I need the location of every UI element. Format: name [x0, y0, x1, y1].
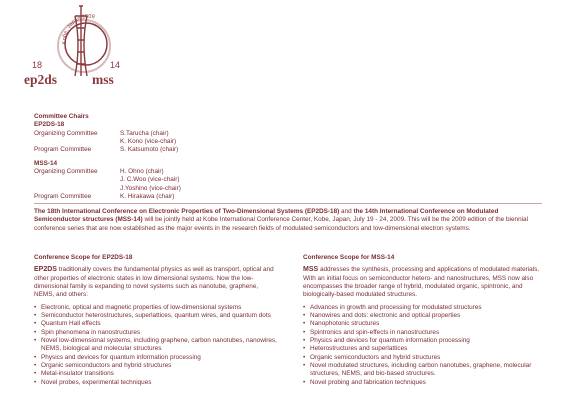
list-item: • Spin phenomena in nanostructures: [41, 329, 280, 337]
logo-right-number: 14: [110, 60, 121, 70]
chair-row-value: J. C.Woo (vice-chair): [120, 176, 180, 184]
list-item: • Electronic, optical and magnetic properties of low-dimensional systems: [41, 304, 280, 312]
logo-word-left: ep2ds: [24, 72, 58, 87]
mss-chair-row: [34, 193, 181, 201]
intro-paragraph: [34, 208, 542, 233]
chair-row-value: J.Yoshino (vice-chair): [120, 184, 181, 192]
list-item: • Spintronics and spin-effects in nanostructures: [310, 329, 549, 337]
list-item: • Semiconductor heterostructures, superlattices, quantum wires, and quantum dots: [41, 312, 280, 320]
logo-word-right: mss: [92, 72, 114, 87]
list-item: • Organic semiconductors and hybrid structures: [310, 354, 549, 362]
ep2ds-lead-text: traditionally covers the fundamental physics as well as transport, optical and other properties of electronic states in low dimensional systems. Now the low-dimensional family is expanding to novel systems such as nanotube, graphene, NEMS, and others:: [34, 266, 274, 299]
chair-row-label: Organizing Committee: [34, 167, 98, 175]
list-item: • Quantum Hall effects: [41, 320, 280, 328]
logo-arc-text: Kobe, Japan 2009: [61, 13, 96, 45]
ep2ds-chair-row: [34, 130, 181, 138]
chair-row-value: S.Tarucha (chair): [120, 129, 169, 137]
mss-lead-bold: MSS: [303, 266, 319, 274]
list-item: • Nanophotonic structures: [310, 320, 549, 328]
ep2ds-scope: [34, 254, 280, 387]
mss-chair-row: [34, 176, 181, 184]
logo-left-number: 18: [32, 60, 43, 70]
mss-scope-heading: Conference Scope for MSS-14: [303, 254, 395, 261]
list-item: • Novel modulated structures, including carbon nanotubes, graphene, molecular structures, NEMS, and bio-based structures.: [310, 362, 549, 379]
intro-mss-name: the 14th International Conference on Modulated Semiconductor structures (MSS-14): [34, 208, 499, 224]
ep2ds-scope-heading: Conference Scope for EP2DS-18: [34, 254, 133, 261]
mss-lead-text: addresses the synthesis, processing and applications of modulated materials. With an initial focus on semiconductor hetero- and nanostructures, MSS now also encompasses the broader range of hybrid, modulated organic, spintronic, and biologically-based modulated structures.: [303, 266, 540, 299]
ep2ds-chair-row: [34, 146, 181, 154]
committee-chairs-heading: Committee Chairs: [34, 113, 89, 120]
chair-row-label: Program Committee: [34, 146, 92, 154]
intro-body: will be jointly held at Kobe International Conference Center, Kobe, Japan, July 19 - 24, 2009. This will be the 2009 edition of the biennial conference series that are now established as the major events in the research fields of modulated semiconductors and low-dimensional electron systems.: [34, 216, 529, 232]
ep2ds-scope-list: [34, 304, 280, 387]
intro-ep2ds-name: The 18th International Conference on Electronic Properties of Two-Dimensional Systems (EP2DS-18): [34, 208, 340, 215]
list-item: • Physics and devices for quantum information processing: [310, 337, 549, 345]
list-item: • Physics and devices for quantum information processing: [41, 354, 280, 362]
list-item: • Novel probes, experimental techniques: [41, 379, 280, 387]
mss-chair-row: [34, 168, 181, 176]
ep2ds-chair-row: [34, 138, 181, 146]
section-divider: [34, 203, 542, 204]
chair-row-value: K. Hirakawa (chair): [120, 192, 175, 200]
conference-logo: [20, 4, 136, 88]
ep2ds-chairs-title: EP2DS-18: [34, 121, 65, 129]
mss-scope-list: [303, 304, 549, 387]
mss-chair-row: [34, 185, 181, 193]
ep2ds-scope-lead: [34, 265, 280, 299]
list-item: • Nanowires and dots: electronic and optical properties: [310, 312, 549, 320]
mss-chairs-title: MSS-14: [34, 159, 58, 167]
intro-joiner: and: [339, 208, 354, 215]
ep2ds-lead-bold: EP2DS: [34, 266, 57, 274]
chair-row-label: Program Committee: [34, 192, 92, 200]
list-item: • Advances in growth and processing for modulated structures: [310, 304, 549, 312]
committee-chairs: [34, 113, 181, 201]
list-item: • Novel probing and fabrication techniques: [310, 379, 549, 387]
mss-scope: [303, 254, 549, 387]
list-item: • Novel low-dimensional systems, including graphene, carbon nanotubes, nanowires, NEMS, biological and molecular structures: [41, 337, 280, 354]
list-item: • Heterostructures and superlattices: [310, 345, 549, 353]
chair-row-value: S. Katsumoto (chair): [120, 146, 179, 154]
chair-row-label: Organizing Committee: [34, 129, 98, 137]
chair-row-value: H. Ohno (chair): [120, 167, 164, 175]
list-item: • Metal-insulator transitions: [41, 370, 280, 378]
list-item: • Organic semiconductors and hybrid structures: [41, 362, 280, 370]
mss-scope-lead: [303, 265, 549, 299]
chair-row-value: K. Kono (vice-chair): [120, 137, 177, 145]
